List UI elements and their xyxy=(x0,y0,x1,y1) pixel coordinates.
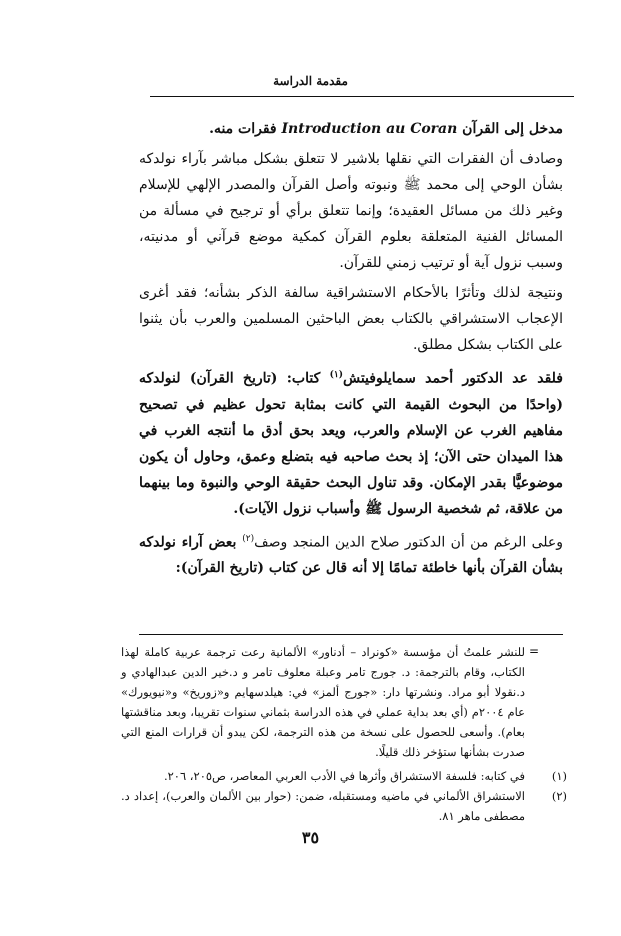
header-rule xyxy=(150,96,574,97)
paragraph-3: ونتيجة لذلك وتأثرًا بالأحكام الاستشراقية سالفة الذكر بشأنه؛ فقد أغرى الإعجاب الاستشراقي بالكتاب بعض الباحثين المسلمين والعرب بأن يثنوا على الكتاب بشكل مطلق. xyxy=(139,285,563,353)
p4-after: كتاب: (تاريخ القرآن) لنولدكه (واحدًا من البحوث القيمة التي كانت بمثابة تحول عظيم في تصحيح مفاهيم الغرب عن الإسلام والعرب، ويعد بحق أدق ما أنتجه الغرب في هذا الميدان حتى الآن؛ إذ بحث صاحبه فيه بتضلع وعمق، وحاول أن يكون موضوعيًّا بقدر الإمكان. وقد تناول البحث حقيقة الوحي والنبوة وما بينهما من علاقة، ثم شخصية الرسول ﷺ وأسباب نزول الآيات). xyxy=(139,370,563,517)
p1-before: مدخل إلى القرآن xyxy=(457,121,563,137)
main-text xyxy=(139,116,563,585)
footnote-1 xyxy=(121,766,567,786)
footnote-rule xyxy=(139,634,563,635)
page-number: ٣٥ xyxy=(301,828,320,847)
footnote-1-text: في كتابه: فلسفة الاستشراق وأثرها في الأدب العربي المعاصر، ص٢٠٥، ٢٠٦. xyxy=(163,769,525,783)
p5-after: بعض آراء نولدكه بشأن القرآن بأنها خاطئة تمامًا إلا أنه قال عن كتاب (تاريخ القرآن): xyxy=(139,534,563,577)
footnote-continuation-mark: = xyxy=(528,644,539,658)
footnote-2-text: الاستشراق الألماني في ماضيه ومستقبله، ضمن: (حوار بين الألمان والعرب)، إعداد د. مصطفى ماهر ٨١. xyxy=(121,789,525,823)
p4-before: فلقد عد الدكتور أحمد سمايلوفيتش xyxy=(342,370,563,387)
p1-after: فقرات منه. xyxy=(209,121,282,137)
paragraph-5 xyxy=(139,526,563,582)
running-head: مقدمة الدراسة xyxy=(273,74,348,88)
paragraph-1 xyxy=(139,116,563,142)
paragraph-2: وصادف أن الفقرات التي نقلها بلاشير لا تتعلق بشكل مباشر بآراء نولدكه بشأن الوحي إلى محمد ﷺ ونبوته وأصل القرآن والمصدر الإلهي للإسلام وغير ذلك من مسائل العقيدة؛ وإنما تتعلق برأي أو ترجيح في مسألة من المسائل الفنية المتعلقة بعلوم القرآن كمكية موضع قرآني أو مدنيته، وسبب نزول آية أو ترتيب زمني للقرآن. xyxy=(139,151,563,271)
footnote-ref-1: (١) xyxy=(329,370,343,380)
footnote-continuation: للنشر علمتُ أن مؤسسة «كونراد – أدناور» الألمانية رعت ترجمة عربية كاملة لهذا الكتاب، وقام بالترجمة: د. جورج تامر وعبلة معلوف تامر و د.خير الدين عبدالهادي و د.نقولا أبو مراد. ونشرتها دار: «جورج ألمز» في: هيلدسهايم و«زوريخ» و«نيويورك» عام ٢٠٠٤م (أي بعد بداية عملي في هذه الدراسة بثماني سنوات تقريبا، وبعد مناقشتها بعام). وأسعى للحصول على نسخة من هذه الترجمة، لكن يبدو أن قرارات المنع التي صدرت بشأنها ستؤخر ذلك قليلًا. xyxy=(121,645,525,759)
p5-before: وعلى الرغم من أن الدكتور صلاح الدين المنجد وصف xyxy=(254,534,563,551)
footnote-1-number: (١) xyxy=(551,769,567,783)
footnote-2-number: (٢) xyxy=(551,789,567,803)
paragraph-4 xyxy=(139,362,563,522)
footnote-2 xyxy=(121,786,567,826)
latin-book-title: Introduction au Coran xyxy=(281,121,458,137)
footnotes xyxy=(121,642,567,826)
footnote-ref-2: (٢) xyxy=(242,533,255,544)
